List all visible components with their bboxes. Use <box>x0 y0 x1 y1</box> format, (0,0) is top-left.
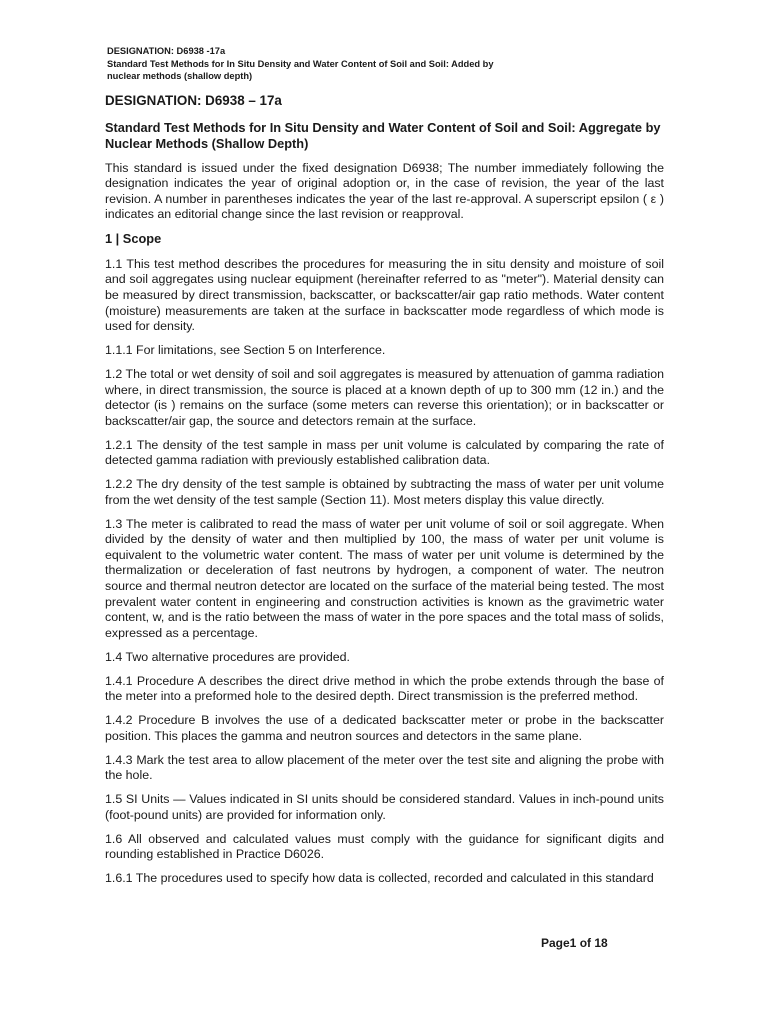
paragraph-1-4-1: 1.4.1 Procedure A describes the direct drive method in which the probe extends through the base of the meter into a preformed hole to the desired depth. Direct transmission is the preferred method. <box>105 673 664 704</box>
designation-heading: DESIGNATION: D6938 – 17a <box>105 93 282 108</box>
paragraph-1-2: 1.2 The total or wet density of soil and soil aggregates is measured by attenuation of gamma radiation where, in direct transmission, the source is placed at a known depth of up to 300 mm (12 in.) and the detector (is ) remains on the surface (some meters can reverse this orientation); or in backscatter or backscatter/air gap, the source and detectors remain at the surface. <box>105 367 664 428</box>
page-number: Page1 of 18 <box>541 936 608 950</box>
intro-paragraph: This standard is issued under the fixed designation D6938; The number immediately following the designation indicates the year of original adoption or, in the case of revision, the year of the last revision. A number in parentheses indicates the year of the last re-approval. A superscript epsilon ( ε ) indicates an editorial change since the last revision or reapproval. <box>105 160 664 222</box>
header-title-line1: Standard Test Methods for In Situ Density and Water Content of Soil and Soil: Added by <box>107 58 494 69</box>
running-header <box>107 45 667 83</box>
paragraph-1-4: 1.4 Two alternative procedures are provided. <box>105 649 350 664</box>
paragraph-1-1-1: 1.1.1 For limitations, see Section 5 on Interference. <box>105 343 386 358</box>
paragraph-1-4-3: 1.4.3 Mark the test area to allow placement of the meter over the test site and aligning the probe with the hole. <box>105 752 664 783</box>
paragraph-1-3: 1.3 The meter is calibrated to read the mass of water per unit volume of soil or soil aggregate. When divided by the density of water and then multiplied by 100, the mass of water per unit volume is equivalent to the volumetric water content. The mass of water per unit volume is determined by the thermalization or deceleration of fast neutrons by hydrogen, a component of water. The neutron source and thermal neutron detector are located on the surface of the material being tested. The most prevalent water content in engineering and construction activities is known as the gravimetric water content, w, and is the ratio between the mass of water in the pore spaces and the total mass of solids, expressed as a percentage. <box>105 516 664 640</box>
section-heading-scope: 1 | Scope <box>105 231 162 247</box>
header-title-line2: nuclear methods (shallow depth) <box>107 71 253 81</box>
paragraph-1-1: 1.1 This test method describes the procedures for measuring the in situ density and moisture of soil and soil aggregates using nuclear equipment (hereinafter referred to as "meter"). Material density can be measured by direct transmission, backscatter, or backscatter/air gap ratio methods. Water content (moisture) measurements are taken at the surface in backscatter mode regardless of which mode is used for density. <box>105 256 664 334</box>
paragraph-1-4-2: 1.4.2 Procedure B involves the use of a dedicated backscatter meter or probe in the backscatter position. This places the gamma and neutron sources and detectors in the same plane. <box>105 713 664 743</box>
paragraph-1-5: 1.5 SI Units — Values indicated in SI units should be considered standard. Values in inch-pound units (foot-pound units) are provided for information only. <box>105 792 664 822</box>
paragraph-1-2-1: 1.2.1 The density of the test sample in mass per unit volume is calculated by comparing the rate of detected gamma radiation with previously established calibration data. <box>105 437 664 468</box>
paragraph-1-2-2: 1.2.2 The dry density of the test sample is obtained by subtracting the mass of water per unit volume from the wet density of the test sample (Section 11). Most meters display this value directly. <box>105 477 664 507</box>
document-body <box>105 93 664 895</box>
paragraph-1-6-1: 1.6.1 The procedures used to specify how data is collected, recorded and calculated in this standard <box>105 871 654 886</box>
document-title: Standard Test Methods for In Situ Density and Water Content of Soil and Soil: Aggregate by Nuclear Methods (Shallow Depth) <box>105 119 661 151</box>
header-designation: DESIGNATION: D6938 -17a <box>107 46 226 56</box>
paragraph-1-6: 1.6 All observed and calculated values must comply with the guidance for significant digits and rounding established in Practice D6026. <box>105 831 664 862</box>
